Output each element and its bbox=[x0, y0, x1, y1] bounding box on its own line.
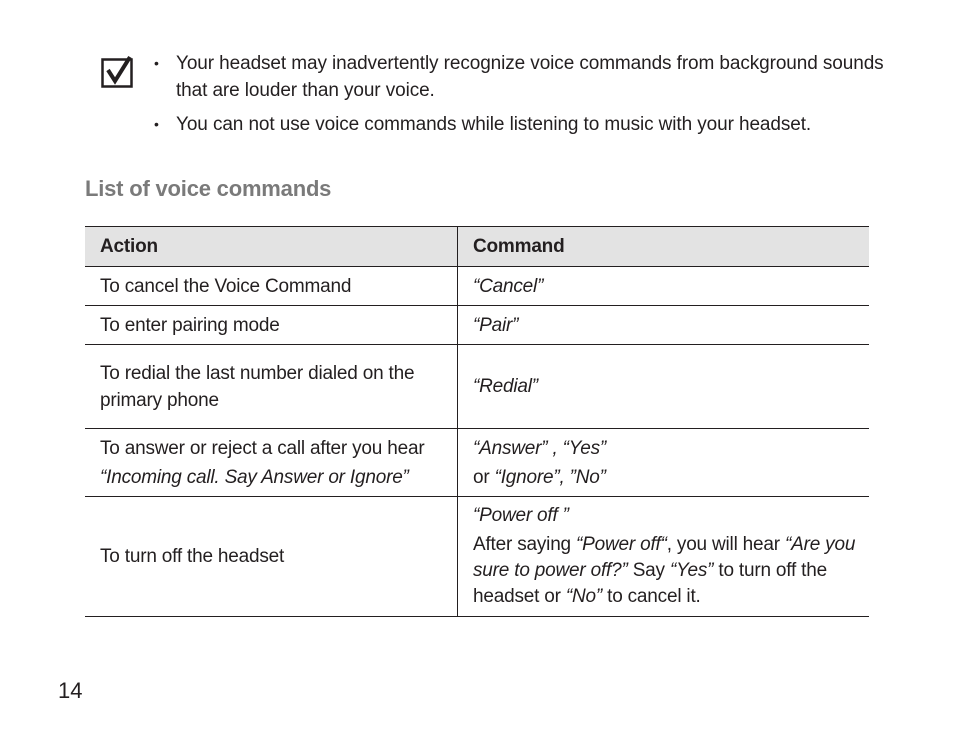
command-text-alt bbox=[473, 464, 869, 491]
detail-italic: “No” bbox=[565, 586, 603, 607]
section-title: List of voice commands bbox=[85, 176, 332, 201]
detail-text: to turn off the headset or bbox=[473, 560, 827, 607]
command-cell bbox=[458, 497, 870, 617]
page-number: 14 bbox=[58, 678, 83, 703]
detail-italic: “Yes” bbox=[669, 560, 714, 581]
note-text: Your headset may inadvertently recognize voice commands from background sounds that are louder than your voice. bbox=[176, 53, 884, 101]
command-cell bbox=[458, 429, 870, 497]
note-text: You can not use voice commands while listening to music with your headset. bbox=[176, 114, 812, 135]
voice-commands-table bbox=[85, 226, 869, 617]
command-prefix: or bbox=[473, 466, 495, 488]
detail-text: After saying bbox=[473, 534, 577, 555]
command-cell: “Pair” bbox=[458, 306, 870, 345]
detail-text: to cancel it. bbox=[602, 586, 701, 607]
command-text: “Power off ” bbox=[473, 505, 569, 526]
command-text: “Answer” , “Yes” bbox=[473, 437, 606, 459]
detail-italic: “Power off“ bbox=[576, 534, 667, 555]
header-action: Action bbox=[85, 227, 458, 267]
detail-text: Say bbox=[627, 560, 670, 581]
action-text-italic: “Incoming call. Say Answer or Ignore” bbox=[100, 466, 409, 488]
action-cell: To cancel the Voice Command bbox=[85, 267, 458, 306]
command-cell: “Cancel” bbox=[458, 267, 870, 306]
bullet-icon: • bbox=[154, 116, 159, 132]
table-row bbox=[85, 267, 869, 306]
note-item bbox=[152, 111, 892, 138]
detail-text: , you will hear bbox=[666, 534, 785, 555]
checkbox-note-icon bbox=[101, 55, 133, 88]
table-row bbox=[85, 345, 869, 429]
action-text: To answer or reject a call after you hear bbox=[100, 437, 425, 459]
table-row bbox=[85, 306, 869, 345]
table-row bbox=[85, 429, 869, 497]
action-cell bbox=[85, 429, 458, 497]
table-row bbox=[85, 497, 869, 617]
header-command: Command bbox=[458, 227, 870, 267]
action-cell: To turn off the headset bbox=[85, 497, 458, 617]
note-list bbox=[152, 50, 892, 145]
bullet-icon: • bbox=[154, 55, 159, 71]
action-cell: To enter pairing mode bbox=[85, 306, 458, 345]
detail-italic: “Are you sure to power off?” bbox=[473, 534, 856, 581]
note-item bbox=[152, 50, 892, 104]
command-italic: “Ignore”, ”No” bbox=[494, 466, 606, 488]
action-cell: To redial the last number dialed on the primary phone bbox=[85, 345, 458, 429]
command-cell: “Redial” bbox=[458, 345, 870, 429]
command-detail bbox=[473, 532, 869, 610]
table-header-row bbox=[85, 227, 869, 267]
